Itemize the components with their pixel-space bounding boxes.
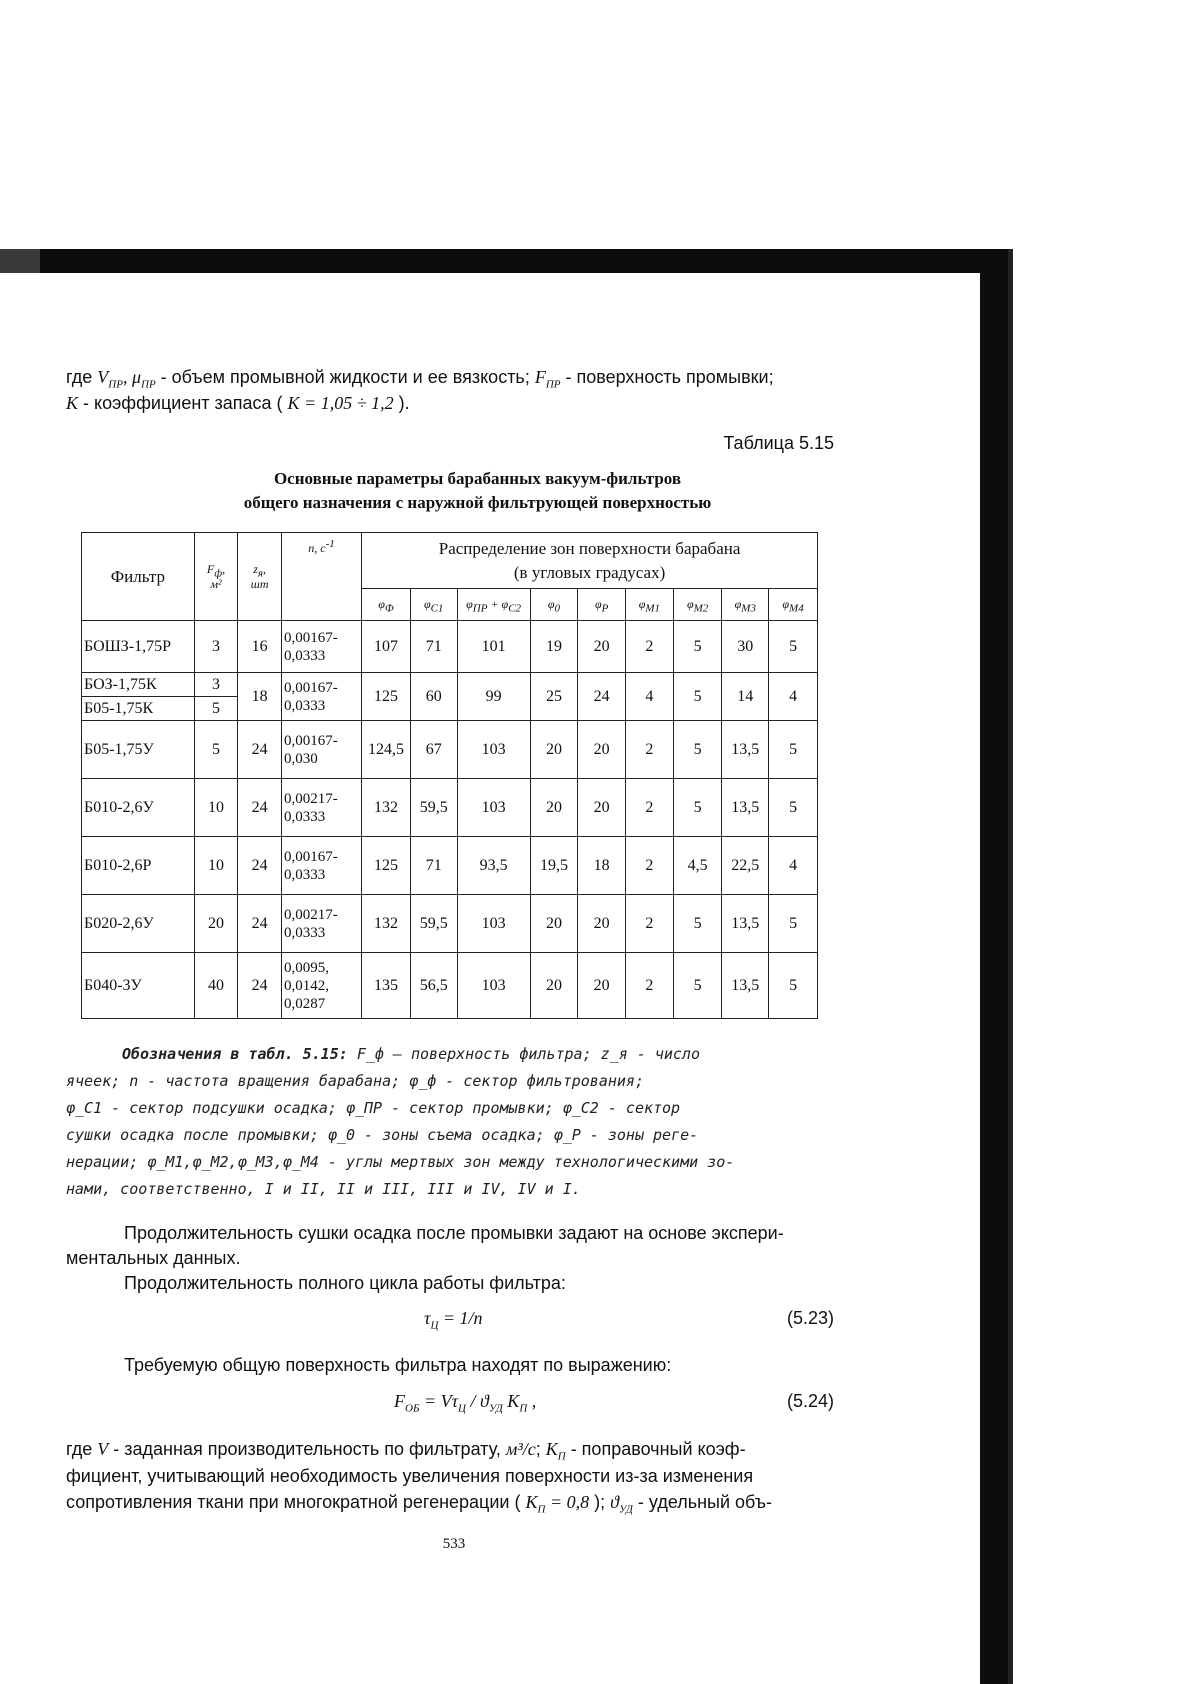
cell-value: 135 (362, 953, 411, 1019)
cell-value: 125 (362, 837, 411, 895)
cell-value: 59,5 (410, 895, 457, 953)
page-number: 533 (442, 1536, 466, 1552)
cell-cells: 18 (238, 673, 282, 721)
paragraph-4-line-3: сопротивления ткани при многократной регенерации ( $K_П = 0,8$ ); $ϑ_{УД}$ - удельный объ- (66, 1492, 773, 1516)
header-line-2: K - коэффициент запаса ( K = 1,05 ÷ 1,2 ). (66, 393, 410, 413)
cell-value: 2 (626, 621, 674, 673)
paragraph-3: Требуемую общую поверхность фильтра находят по выражению: (124, 1355, 672, 1375)
cell-value: 2 (626, 837, 674, 895)
cell-area: 3 (194, 673, 238, 697)
header-filter: Фильтр (82, 533, 195, 621)
cell-filter: БОШЗ-1,75Р (82, 621, 195, 673)
cell-area: 3 (194, 621, 238, 673)
cell-area: 40 (194, 953, 238, 1019)
cell-value: 13,5 (722, 953, 769, 1019)
cell-cells: 24 (238, 837, 282, 895)
header-phi-p: $\varphi_Р$ (578, 589, 626, 621)
paragraph-1-line-1: Продолжительность сушки осадка после промывки задают на основе экспери- (124, 1223, 784, 1243)
cell-value: 103 (457, 953, 530, 1019)
cell-value: 56,5 (410, 953, 457, 1019)
cell-value: 4,5 (673, 837, 722, 895)
formula-5-23: $\tau_Ц = 1/n$ (424, 1308, 483, 1332)
cell-value: 132 (362, 895, 411, 953)
cell-area: 10 (194, 837, 238, 895)
cell-value: 20 (530, 721, 578, 779)
formula-5-24: $F_{ОБ} = V\tau_Ц / ϑ_{УД}$ $K_П$ , (394, 1391, 537, 1415)
notes-line-2: ячеек; n - частота вращения барабана; φ_ф - сектор фильтрования; (66, 1072, 644, 1090)
header-phi-m2: $\varphi_{М2}$ (673, 589, 722, 621)
cell-value: 125 (362, 673, 411, 721)
cell-filter: Б040-3У (82, 953, 195, 1019)
cell-value: 19,5 (530, 837, 578, 895)
table-caption-line-1: Основные параметры барабанных вакуум-фильтров (273, 469, 682, 488)
table-row (82, 673, 818, 697)
cell-value: 14 (722, 673, 769, 721)
cell-freq: 0,00167- 0,0333 (281, 673, 361, 721)
cell-freq: 0,00167- 0,0333 (281, 621, 361, 673)
cell-cells: 24 (238, 953, 282, 1019)
notes-line-3: φ_С1 - сектор подсушки осадка; φ_ПР - сектор промывки; φ_С2 - сектор (66, 1099, 681, 1117)
header-phi-f: $\varphi_Ф$ (362, 589, 411, 621)
paragraph-2: Продолжительность полного цикла работы фильтра: (124, 1273, 566, 1293)
cell-value: 30 (722, 621, 769, 673)
header-line-1: где $V_{ПР}$, $\mu_{ПР}$ - объем промывной жидкости и ее вязкость; $F_{ПР}$ - поверхность промывки; (66, 367, 774, 391)
cell-value: 20 (578, 953, 626, 1019)
cell-value: 71 (410, 837, 457, 895)
cell-value: 20 (578, 779, 626, 837)
table-row (82, 953, 818, 1019)
cell-value: 5 (673, 779, 722, 837)
cell-value: 5 (673, 721, 722, 779)
cell-filter: Б020-2,6У (82, 895, 195, 953)
cell-value: 20 (530, 953, 578, 1019)
cell-value: 20 (578, 621, 626, 673)
header-phi-pr-c2: $\varphi_{ПР} + \varphi_{С2}$ (457, 589, 530, 621)
notes-line-5: нерации; φ_М1,φ_М2,φ_М3,φ_М4 - углы мертвых зон между технологическими зо- (66, 1153, 735, 1171)
notes-line-1: Обозначения в табл. 5.15: F_ф – поверхность фильтра; z_я - число (122, 1045, 700, 1063)
header-phi-m3: $\varphi_{М3}$ (722, 589, 769, 621)
parameters-table (81, 532, 818, 1019)
cell-value: 99 (457, 673, 530, 721)
cell-cells: 24 (238, 895, 282, 953)
scan-border-right (980, 249, 1010, 1684)
paragraph-4-line-1: где V - заданная производительность по фильтрату, м³/с; $K_П$ - поправочный коэф- (66, 1439, 746, 1463)
cell-value: 2 (626, 953, 674, 1019)
cell-value: 103 (457, 721, 530, 779)
cell-cells: 24 (238, 721, 282, 779)
cell-value: 67 (410, 721, 457, 779)
cell-value: 107 (362, 621, 411, 673)
cell-value: 5 (673, 621, 722, 673)
cell-area: 10 (194, 779, 238, 837)
cell-value: 132 (362, 779, 411, 837)
header-phi-0: $\varphi_0$ (530, 589, 578, 621)
cell-cells: 16 (238, 621, 282, 673)
table-notes (66, 1041, 836, 1203)
cell-value: 13,5 (722, 895, 769, 953)
cell-value: 2 (626, 779, 674, 837)
cell-value: 4 (626, 673, 674, 721)
header-phi-c1: $\varphi_{С1}$ (410, 589, 457, 621)
cell-area: 5 (194, 697, 238, 721)
cell-value: 20 (530, 779, 578, 837)
notes-label: Обозначения в табл. 5.15: (122, 1045, 348, 1063)
cell-value: 103 (457, 779, 530, 837)
header-phi-m1: $\varphi_{М1}$ (626, 589, 674, 621)
table-row (82, 779, 818, 837)
header-freq: n, $с^{-1}$ (281, 533, 361, 621)
table-row (82, 621, 818, 673)
equation-number-5-23: (5.23) (786, 1308, 834, 1328)
paragraph-1-line-2: ментальных данных. (66, 1248, 241, 1268)
scan-border-right-edge (1008, 249, 1013, 1684)
cell-filter: Б010-2,6У (82, 779, 195, 837)
header-area: $F_ф$, м² (194, 533, 238, 621)
cell-value: 5 (769, 721, 818, 779)
scan-border-corner (0, 249, 40, 273)
table-number: Таблица 5.15 (723, 433, 834, 453)
cell-value: 5 (769, 779, 818, 837)
cell-filter: БОЗ-1,75К (82, 673, 195, 697)
cell-value: 5 (769, 895, 818, 953)
cell-freq: 0,00167- 0,0333 (281, 837, 361, 895)
cell-area: 20 (194, 895, 238, 953)
cell-value: 4 (769, 673, 818, 721)
cell-value: 13,5 (722, 721, 769, 779)
cell-value: 59,5 (410, 779, 457, 837)
cell-area: 5 (194, 721, 238, 779)
table-row (82, 837, 818, 895)
table-row (82, 721, 818, 779)
cell-value: 2 (626, 895, 674, 953)
cell-value: 5 (673, 895, 722, 953)
cell-value: 60 (410, 673, 457, 721)
cell-value: 19 (530, 621, 578, 673)
notes-line-4: сушки осадка после промывки; φ_0 - зоны съема осадка; φ_Р - зоны реге- (66, 1126, 699, 1144)
cell-cells: 24 (238, 779, 282, 837)
cell-filter: Б010-2,6Р (82, 837, 195, 895)
header-zones: Распределение зон поверхности барабана (в угловых градусах) (362, 533, 818, 589)
cell-value: 4 (769, 837, 818, 895)
scan-border-top (0, 249, 1010, 273)
cell-value: 25 (530, 673, 578, 721)
table-caption-line-2: общего назначения с наружной фильтрующей поверхностью (243, 493, 712, 512)
cell-filter: Б05-1,75К (82, 697, 195, 721)
cell-filter: Б05-1,75У (82, 721, 195, 779)
equation-number-5-24: (5.24) (786, 1391, 834, 1411)
cell-value: 18 (578, 837, 626, 895)
cell-value: 2 (626, 721, 674, 779)
cell-value: 71 (410, 621, 457, 673)
cell-value: 20 (530, 895, 578, 953)
table-row (82, 895, 818, 953)
header-cells: $z_я$, шт (238, 533, 282, 621)
cell-freq: 0,00217- 0,0333 (281, 895, 361, 953)
cell-value: 5 (673, 953, 722, 1019)
cell-value: 93,5 (457, 837, 530, 895)
cell-freq: 0,0095, 0,0142, 0,0287 (281, 953, 361, 1019)
cell-value: 103 (457, 895, 530, 953)
cell-value: 22,5 (722, 837, 769, 895)
cell-value: 20 (578, 721, 626, 779)
notes-line-6: нами, соответственно, I и II, II и III, III и IV, IV и I. (66, 1180, 581, 1198)
cell-value: 124,5 (362, 721, 411, 779)
cell-value: 5 (769, 621, 818, 673)
cell-value: 13,5 (722, 779, 769, 837)
cell-value: 24 (578, 673, 626, 721)
cell-value: 20 (578, 895, 626, 953)
cell-freq: 0,00167- 0,030 (281, 721, 361, 779)
paragraph-4-line-2: фициент, учитывающий необходимость увеличения поверхности из-за изменения (66, 1466, 754, 1486)
header-phi-m4: $\varphi_{М4}$ (769, 589, 818, 621)
cell-value: 101 (457, 621, 530, 673)
cell-freq: 0,00217- 0,0333 (281, 779, 361, 837)
cell-value: 5 (769, 953, 818, 1019)
cell-value: 5 (673, 673, 722, 721)
